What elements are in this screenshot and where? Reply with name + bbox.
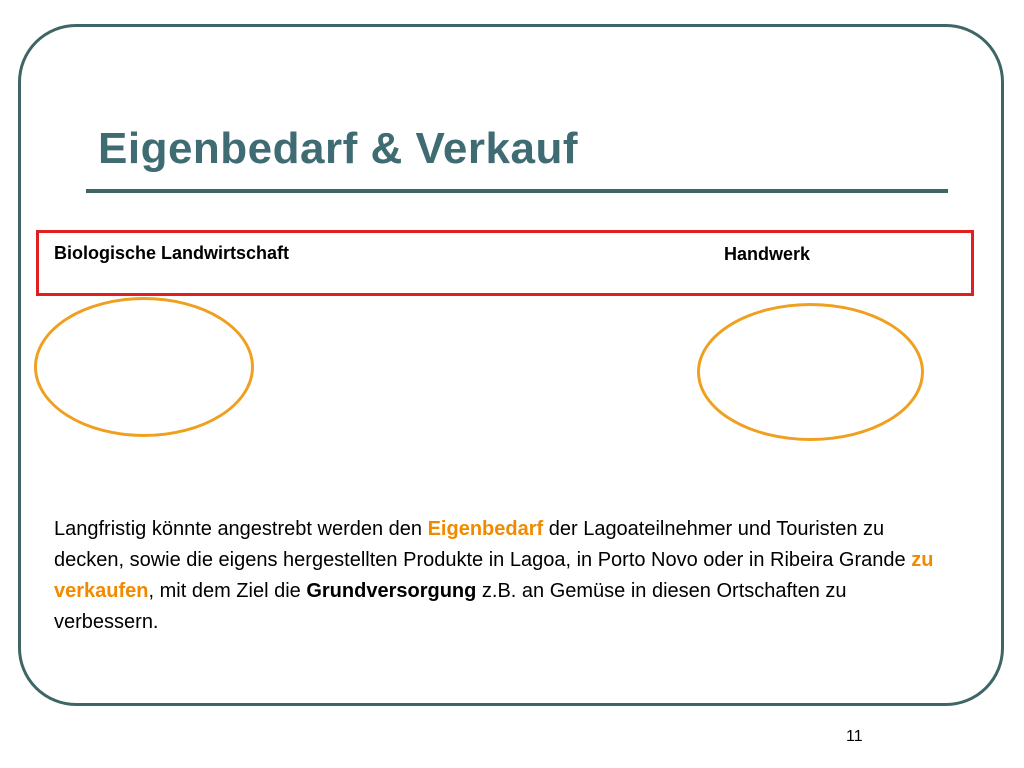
- highlight-ellipse-left: [34, 297, 254, 437]
- summary-paragraph: [54, 514, 954, 638]
- page-number: 11: [846, 728, 863, 745]
- list-item: • Unterkünfte bauen: [714, 357, 865, 381]
- list-item: • Tierhaltung: [44, 373, 266, 397]
- title-underline: [86, 189, 948, 193]
- highlight-eigenbedarf: Eigenbedarf: [427, 518, 544, 540]
- list-item: • ...: [44, 443, 266, 467]
- list-item-continuation: (Milchkühe & Fleischrinder): [56, 399, 266, 416]
- list-item: • Kompostierung: [44, 326, 266, 350]
- list-item: • Bienenzucht: [44, 420, 266, 444]
- list-item: • Biogasanlage: [44, 349, 266, 373]
- paragraph-text: Langfristig könnte angestrebt werden den: [54, 518, 428, 540]
- heading-biologische-landwirtschaft: Biologische Landwirtschaft: [54, 243, 290, 263]
- list-item: • ...: [714, 428, 865, 452]
- list-item: • Weben: [714, 381, 865, 405]
- heading-handwerk: Handwerk: [724, 244, 811, 264]
- highlight-ellipse-right: [697, 303, 924, 441]
- list-item: • Kerzen ziehen: [714, 404, 865, 428]
- emphasis-grundversorgung: Grundversorgung: [306, 580, 477, 602]
- paragraph-text: der Lagoateilnehmer und Touristen zu decken, sowie die eigens hergestellten Produkte in Lagoa, in Porto Novo oder in Ribeira Grande: [54, 518, 912, 571]
- paragraph-text: , mit dem Ziel die: [148, 580, 307, 602]
- paragraph-text: z.B. an Gemüse in diesen Ortschaften zu verbessern.: [54, 580, 847, 633]
- slide-title: Eigenbedarf & Verkauf: [98, 124, 578, 173]
- list-item: • Tischlern: [714, 334, 865, 358]
- highlight-zu-verkaufen: zu verkaufen: [54, 549, 934, 602]
- list-item: • Tröpfchenbewässerung: [44, 302, 266, 326]
- list-item: • Wasserzisterne: [714, 310, 865, 334]
